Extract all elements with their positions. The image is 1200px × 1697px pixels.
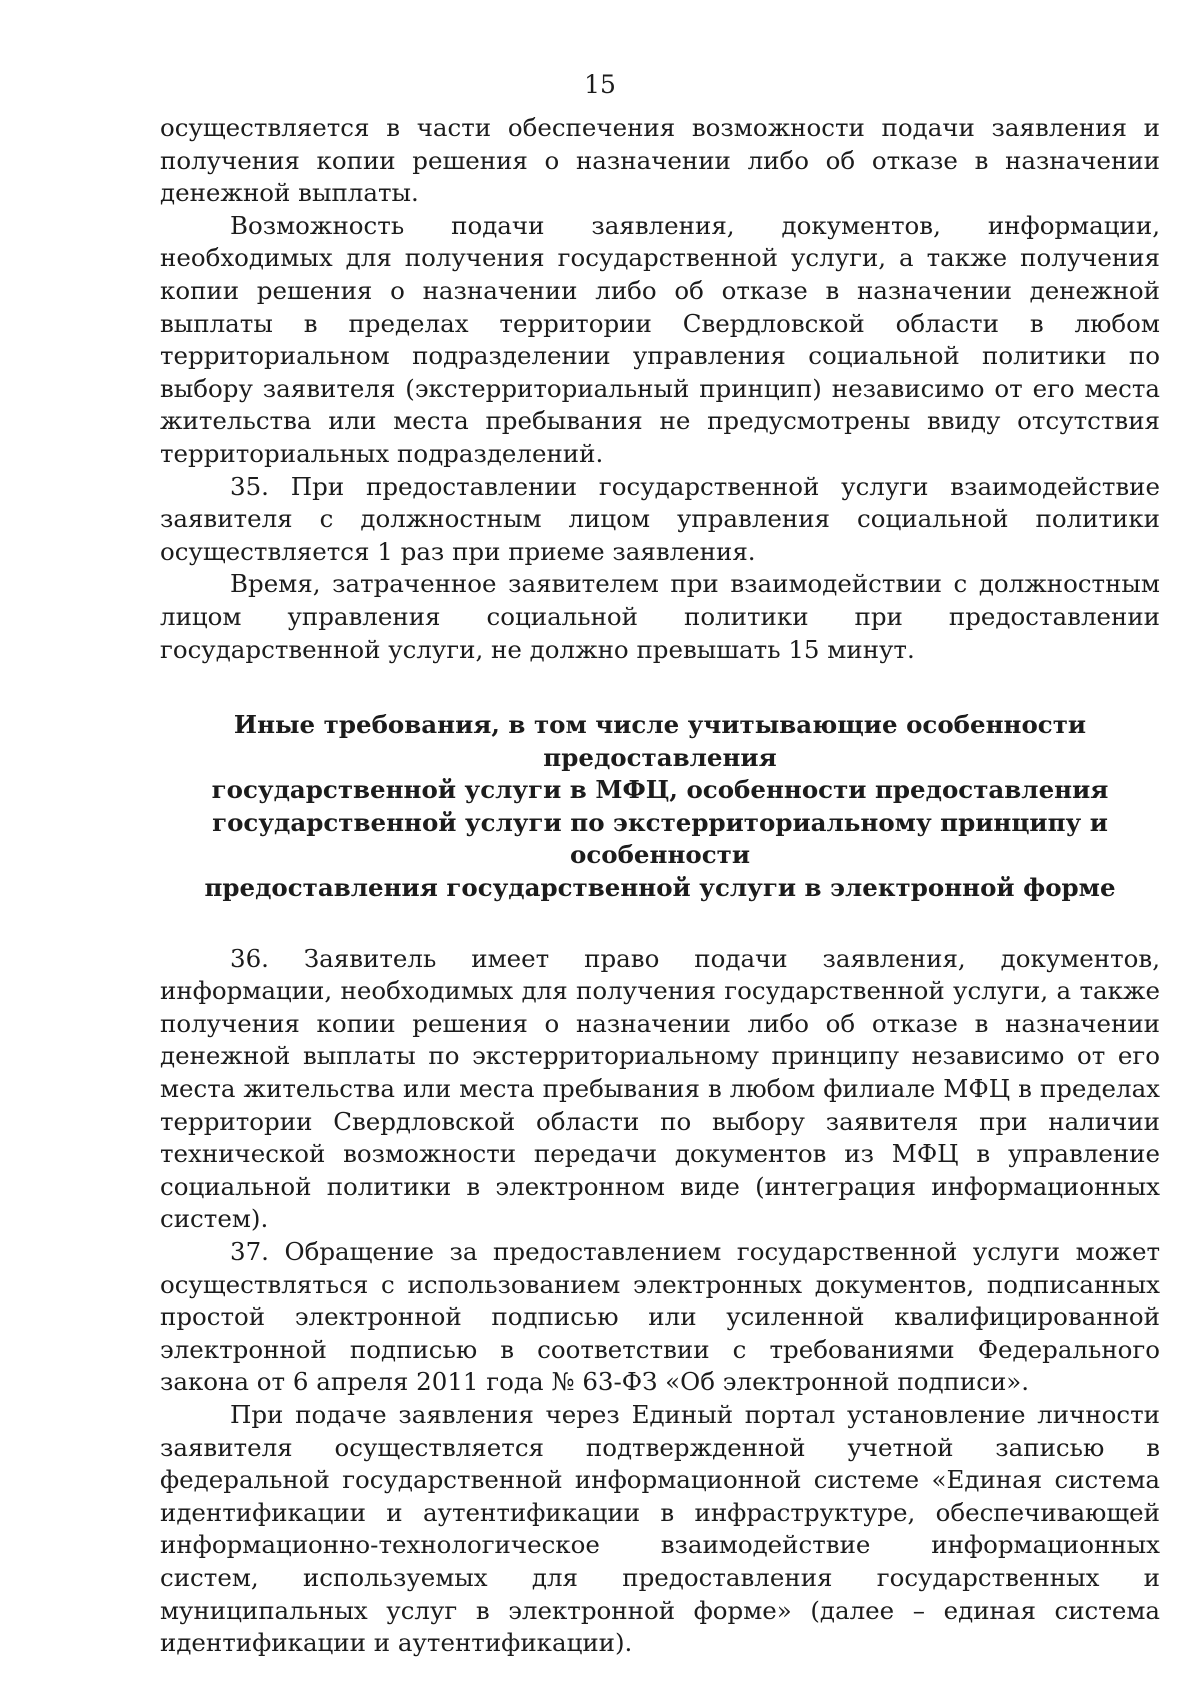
section-heading-line: государственной услуги в МФЦ, особенности предоставления xyxy=(211,775,1109,805)
section-heading-line: Иные требования, в том числе учитывающие особенности предоставления xyxy=(233,710,1087,772)
paragraph-portal-authentication: При подаче заявления через Единый портал установление личности заявителя осуществляется подтвержденной учетной записью в федеральной государственной информационной системе «Единая система идентификации и аутентификации в инфраструктуре, обеспечивающей информационно-технологическое взаимодействие информационных систем, используемых для предоставления государственных и муниципальных услуг в электронной форме» (далее – единая система идентификации и аутентификации). xyxy=(160,1399,1160,1658)
paragraph-35: 35. При предоставлении государственной услуги взаимодействие заявителя с должностным лицом управления социальной политики осуществляется 1 раз при приеме заявления. xyxy=(160,471,1160,566)
paragraph-36: 36. Заявитель имеет право подачи заявления, документов, информации, необходимых для получения государственной услуги, а также получения копии решения о назначении либо об отказе в назначении денежной выплаты по экстерриториальному принципу независимо от его места жительства или места пребывания в любом филиале МФЦ в пределах территории Свердловской области по выбору заявителя при наличии технической возможности передачи документов из МФЦ в управление социальной политики в электронном виде (интеграция информационных систем). xyxy=(160,943,1160,1234)
paragraph-continuation: осуществляется в части обеспечения возможности подачи заявления и получения копии решения о назначении либо об отказе в назначении денежной выплаты. xyxy=(160,113,1160,208)
section-heading xyxy=(160,709,1160,905)
section-heading-line: предоставления государственной услуги в электронной форме xyxy=(204,873,1116,903)
paragraph-time-limit: Время, затраченное заявителем при взаимодействии с должностным лицом управления социальной политики при предоставлении государственной услуги, не должно превышать 15 минут. xyxy=(160,569,1160,664)
section-heading-line: государственной услуги по экстерриториальному принципу и особенности xyxy=(212,807,1108,870)
page-number: 15 xyxy=(584,70,616,99)
paragraph-extraterritorial: Возможность подачи заявления, документов, информации, необходимых для получения государственной услуги, а также получения копии решения о назначении либо об отказе в назначении денежной выплаты в пределах территории Свердловской области в любом территориальном подразделении управления социальной политики по выбору заявителя (экстерриториальный принцип) независимо от его места жительства или места пребывания не предусмотрены ввиду отсутствия территориальных подразделений. xyxy=(160,210,1160,468)
paragraph-37: 37. Обращение за предоставлением государственной услуги может осуществляться с использованием электронных документов, подписанных простой электронной подписью или усиленной квалифицированной электронной подписью в соответствии с требованиями Федерального закона от 6 апреля 2011 года № 63-ФЗ «Об электронной подписи». xyxy=(160,1237,1160,1397)
document-body xyxy=(160,112,1160,1660)
